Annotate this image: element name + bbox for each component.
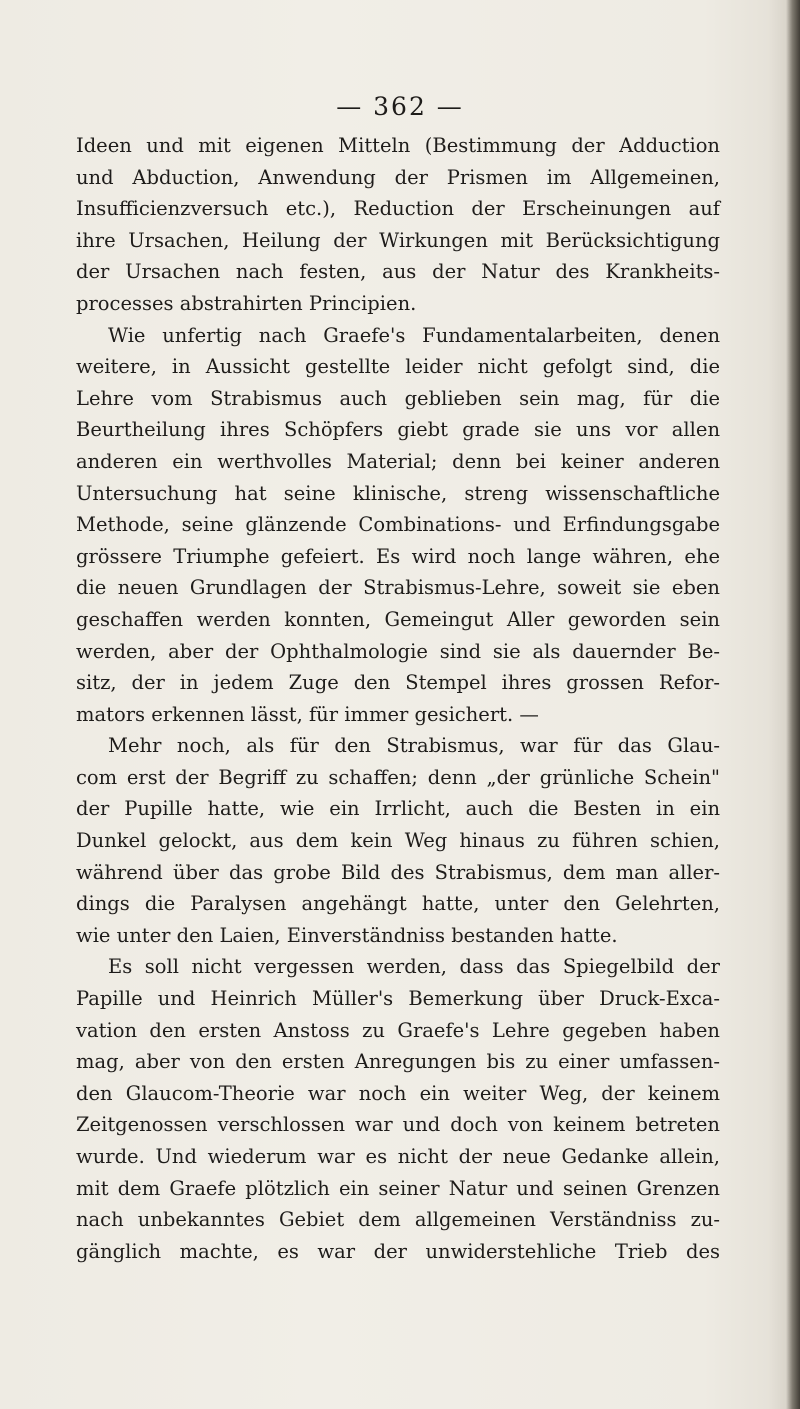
text-line: Beurtheilung ihres Schöpfers giebt grade sie uns vor allen [76,418,720,442]
text-line: den Glaucom-Theorie war noch ein weiter Weg, der keinem [76,1081,720,1105]
text-line: Mehr noch, als für den Strabismus, war für das Glau- [108,734,720,758]
text-line: Ideen und mit eigenen Mitteln (Bestimmung der Adduction [76,134,720,157]
text-line: Zeitgenossen verschlossen war und doch von keinem betreten [76,1113,720,1137]
text-line: com erst der Begriff zu schaffen; denn „der grünliche Schein" [76,765,720,789]
text-line: Wie unfertig nach Graefe's Fundamentalarbeiten, denen [108,323,720,347]
text-line: Methode, seine glänzende Combinations- und Erfindungsgabe [76,513,720,537]
page-binding-edge [786,0,800,1409]
text-line: ihre Ursachen, Heilung der Wirkungen mit Berücksichtigung [76,228,720,252]
page-number: — 362 — [336,92,464,121]
text-line: Lehre vom Strabismus auch geblieben sein mag, für die [76,386,720,410]
text-line: Es soll nicht vergessen werden, dass das Spiegelbild der [108,955,720,979]
text-line: grössere Triumphe gefeiert. Es wird noch lange währen, ehe [76,544,720,568]
text-line: die neuen Grundlagen der Strabismus-Lehre, soweit sie eben [76,576,720,600]
text-line: und Abduction, Anwendung der Prismen im Allgemeinen, [76,165,720,189]
text-line: Untersuchung hat seine klinische, streng wissenschaftliche [76,481,720,505]
text-line: Papille und Heinrich Müller's Bemerkung über Druck-Exca- [76,987,720,1011]
text-line: wie unter den Laien, Einverständniss bestanden hatte. [76,923,618,947]
text-line: mators erkennen lässt, für immer gesichert. — [76,702,539,726]
text-line: gänglich machte, es war der unwiderstehliche Trieb des [76,1239,720,1263]
text-line: geschaffen werden konnten, Gemeingut Aller geworden sein [76,607,720,631]
text-line: der Pupille hatte, wie ein Irrlicht, auch die Besten in ein [76,797,720,821]
text-line: vation den ersten Anstoss zu Graefe's Lehre gegeben haben [76,1018,720,1042]
text-line: während über das grobe Bild des Strabismus, dem man aller- [76,860,720,884]
text-line: Dunkel gelockt, aus dem kein Weg hinaus zu führen schien, [76,829,720,853]
text-line: nach unbekanntes Gebiet dem allgemeinen Verständniss zu- [76,1208,720,1232]
text-line: werden, aber der Ophthalmologie sind sie als dauernder Be- [76,639,720,663]
text-line: sitz, der in jedem Zuge den Stempel ihres grossen Refor- [76,671,720,695]
text-line: wurde. Und wiederum war es nicht der neue Gedanke allein, [76,1145,720,1168]
text-line: processes abstrahirten Principien. [76,291,417,315]
text-line: Insufficienzversuch etc.), Reduction der Erscheinungen auf [76,197,720,221]
text-line: mit dem Graefe plötzlich ein seiner Natur und seinen Grenzen [76,1176,720,1200]
text-line: mag, aber von den ersten Anregungen bis zu einer umfassen- [76,1050,720,1074]
text-line: der Ursachen nach festen, aus der Natur des Krankheits- [76,260,720,284]
body-text [76,130,720,1267]
text-line: dings die Paralysen angehängt hatte, unter den Gelehrten, [76,892,720,916]
text-line: anderen ein werthvolles Material; denn bei keiner anderen [76,449,720,473]
text-line: weitere, in Aussicht gestellte leider nicht gefolgt sind, die [76,355,720,379]
